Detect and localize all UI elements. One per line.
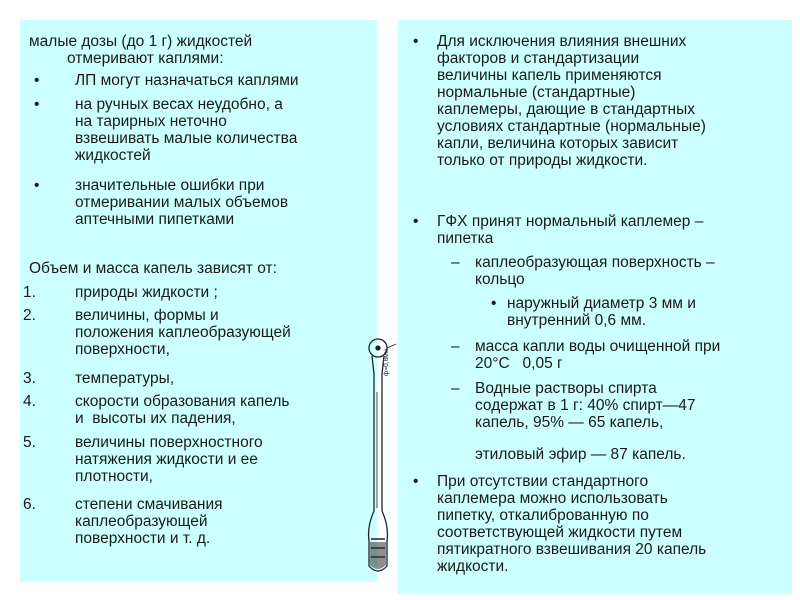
bullet-marker: • — [413, 473, 419, 490]
right-p3-line-2: каплемера можно использовать — [437, 490, 668, 507]
left-intro-line-2: отмеривают каплями: — [67, 50, 224, 67]
left-item-2-line-2: положения каплеобразующей — [75, 324, 291, 341]
left-item-5-line-1: величины поверхностного — [75, 434, 263, 451]
number-marker: 2. — [23, 307, 36, 324]
pipette-illustration — [352, 326, 412, 580]
right-s2-line-2: 20°С 0,05 г — [475, 355, 563, 372]
left-item-2-line-1: величины, формы и — [75, 307, 219, 324]
pipette-tube — [374, 388, 382, 511]
left-bullet-2-line-2: на тарирных неточно — [75, 113, 227, 130]
right-p1-line-3: величины капель применяются — [437, 67, 662, 84]
right-ss1-line-1: наружный диаметр 3 мм и — [507, 295, 696, 312]
left-bullet-1-line-1: ЛП могут назначаться каплями — [75, 72, 299, 89]
dash-marker: – — [451, 254, 460, 271]
number-marker: 6. — [23, 496, 36, 513]
right-p3-line-4: соответствующей жидкости путем — [437, 524, 683, 541]
bullet-marker: • — [413, 33, 419, 50]
left-item-2-line-3: поверхности, — [75, 341, 170, 358]
right-p1-line-8: только от природы жидкости. — [437, 152, 648, 169]
left-item-4-line-1: скорости образования капель — [75, 393, 290, 410]
left-item-6-line-2: каплеобразующей — [75, 513, 208, 530]
left-item-6-line-3: поверхности и т. д. — [75, 530, 211, 547]
number-marker: 4. — [23, 393, 36, 410]
right-s3-line-2: содержат в 1 г: 40% спирт—47 — [475, 397, 696, 414]
dash-marker: – — [451, 338, 460, 355]
left-heading: Объем и масса капель зависят от: — [29, 260, 277, 277]
right-s3-line-3: капель, 95% — 65 капель, — [475, 414, 664, 431]
right-p1-line-2: факторов и стандартизации — [437, 50, 640, 67]
right-p3-line-1: При отсутствии стандартного — [437, 473, 649, 490]
left-bullet-3-line-2: отмеривании малых объемов — [75, 194, 289, 211]
right-p2-line-2: пипетка — [437, 230, 494, 247]
number-marker: 1. — [23, 284, 36, 301]
right-p1-line-5: каплемеры, дающие в стандартных — [437, 101, 695, 118]
right-p3-line-3: пипетку, откалиброванную по — [437, 507, 649, 524]
diameter-label: ф=0,6мм — [383, 348, 390, 376]
left-item-4-line-2: и высоты их падения, — [75, 410, 236, 427]
left-bullet-3-line-3: аптечными пипетками — [75, 211, 235, 228]
left-item-6-line-1: степени смачивания — [75, 496, 223, 513]
bullet-marker: • — [491, 295, 497, 312]
bullet-marker: • — [34, 177, 40, 194]
number-marker: 3. — [23, 370, 36, 387]
right-s2-line-1: масса капли воды очищенной при — [475, 338, 721, 355]
dimension-line — [387, 344, 396, 348]
ring-hole-shape — [376, 346, 380, 350]
right-s3-line-4: этиловый эфир — 87 капель. — [475, 446, 686, 463]
right-s1-line-2: кольцо — [475, 271, 525, 288]
left-intro-line-1: малые дозы (до 1 г) жидкостей — [29, 33, 253, 50]
bullet-marker: • — [34, 72, 40, 89]
right-p1-line-7: капли, величина которых зависит — [437, 135, 679, 152]
left-item-3-line-1: температуры, — [75, 370, 175, 387]
right-p1-line-6: условиях стандартные (нормальные) — [437, 118, 706, 135]
left-bullet-3-line-1: значительные ошибки при — [75, 177, 265, 194]
bullet-marker: • — [34, 96, 40, 113]
left-item-5-line-3: плотности, — [75, 468, 153, 485]
left-item-5-line-2: натяжения жидкости и ее — [75, 451, 258, 468]
left-item-1-line-1: природы жидкости ; — [75, 284, 218, 301]
right-p3-line-5: пятикратного взвешивания 20 капель — [437, 541, 707, 558]
right-s3-line-1: Водные растворы спирта — [475, 380, 657, 397]
number-marker: 5. — [23, 434, 36, 451]
dash-marker: – — [451, 380, 460, 397]
right-s1-line-1: каплеобразующая поверхность – — [475, 254, 715, 271]
left-bullet-2-line-1: на ручных весах неудобно, а — [75, 96, 283, 113]
left-bullet-2-line-4: жидкостей — [75, 147, 151, 164]
right-ss1-line-2: внутренний 0,6 мм. — [507, 312, 647, 329]
right-p3-line-6: жидкости. — [437, 558, 509, 575]
bulb-shading — [370, 542, 386, 569]
bullet-marker: • — [413, 213, 419, 230]
left-bullet-2-line-3: взвешивать малые количества — [75, 130, 298, 147]
right-p2-line-1: ГФХ принят нормальный каплемер – — [437, 213, 704, 230]
right-p1-line-1: Для исключения влияния внешних — [437, 33, 687, 50]
right-p1-line-4: нормальные (стандартные) — [437, 84, 636, 101]
